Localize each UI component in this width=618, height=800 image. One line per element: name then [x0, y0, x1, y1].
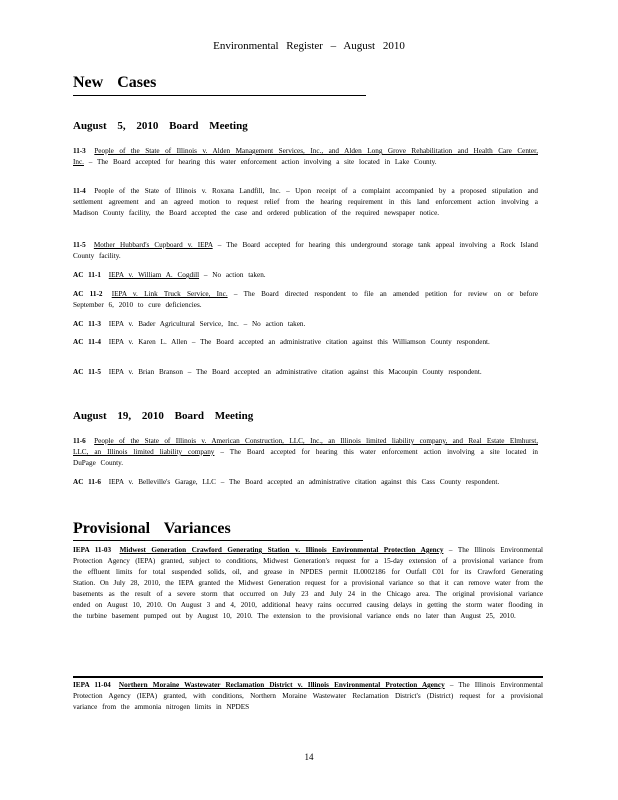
case-caption: IEPA v. Link Truck Service, Inc.: [111, 290, 228, 298]
case-caption: People of the State of Illinois v. Alden Management Services, Inc., and Alden Long Grove Rehabilitation and Health Care Center, Inc.: [73, 147, 538, 166]
case-number: AC 11-2: [73, 290, 103, 298]
page-number: 14: [304, 752, 314, 762]
variance-title: Midwest Generation Crawford Generating Station v. Illinois Environmental Protection Agency: [119, 546, 444, 554]
case-summary: – The Board accepted for hearing this water enforcement action involving a site located in DuPage County.: [73, 448, 539, 467]
case-entry-ac-11-1: [73, 270, 538, 281]
case-summary: IEPA v. Belleville's Garage, LLC – The Board accepted an administrative citation against this Cass County respondent.: [108, 478, 500, 486]
provisional-variances-heading: Provisional Variances: [73, 520, 231, 537]
case-summary: – The Board directed respondent to file an amended petition for review on or before September 6, 2010 to cure deficiencies.: [73, 290, 538, 309]
case-number: 11-4: [73, 187, 86, 195]
case-entry-11-3: [73, 146, 538, 168]
variance-entry-iepa-11-03: [73, 545, 543, 622]
case-number: 11-3: [73, 147, 86, 155]
case-number: AC 11-6: [73, 478, 101, 486]
case-number: AC 11-4: [73, 338, 101, 346]
case-entry-ac-11-3: [73, 319, 538, 330]
case-summary: IEPA v. Brian Branson – The Board accepted an administrative citation against this Macoupin County respondent.: [108, 368, 482, 376]
case-entry-ac-11-2: [73, 289, 538, 311]
case-caption: People of the State of Illinois v. American Construction, LLC, Inc., an Illinois limited liability company, and Real Estate Elmhurst, LLC, an Illinois limited liability company: [73, 437, 538, 456]
case-entry-11-5: [73, 240, 538, 262]
variance-number: IEPA 11-04: [73, 681, 111, 689]
new-cases-heading: New Cases: [73, 74, 157, 91]
case-number: AC 11-3: [73, 320, 101, 328]
provisional-variances-rule: [73, 540, 363, 541]
variance-summary: – The Illinois Environmental Protection Agency (IEPA) granted, subject to conditions, Midwest Generation's request for a 15-day extension of a provisional variance from the effluent limits for total suspended solids, oil, and grease in NPDES permit IL0002186 for Outfall C01 for its Crawford Generating Station. On July 28, 2010, the IEPA granted the Midwest Generation request for a provisional variance so that it can remove water from the basements as the result of a severe storm that occurred on July 23 and July 24 in the Chicago area. The original provisional variance ended on August 10, 2010. On August 3 and 4, 2010, additional heavy rains occurred causing delays in getting the storm water flooding in the turbine basement pumped out by August 10, 2010. The extension to the provisional variance ends no later than August 25, 2010.: [73, 546, 544, 620]
case-entry-ac-11-4: [73, 337, 538, 348]
case-summary: IEPA v. Bader Agricultural Service, Inc. – No action taken.: [108, 320, 306, 328]
meeting-heading-aug-5: August 5, 2010 Board Meeting: [73, 120, 248, 132]
running-head: Environmental Register – August 2010: [213, 40, 405, 52]
case-summary: – No action taken.: [203, 271, 266, 279]
case-caption: IEPA v. William A. Cogdill: [108, 271, 200, 279]
case-number: AC 11-5: [73, 368, 101, 376]
new-cases-rule: [73, 95, 366, 96]
case-summary: – The Board accepted for hearing this underground storage tank appeal involving a Rock Island County facility.: [73, 241, 539, 260]
case-entry-11-6: [73, 436, 538, 469]
case-number: 11-6: [73, 437, 86, 445]
case-entry-ac-11-6: [73, 477, 538, 488]
case-summary: People of the State of Illinois v. Roxana Landfill, Inc. – Upon receipt of a complaint accompanied by a proposed stipulation and settlement agreement and an agreed motion to request relief from the hearing requirement in this land enforcement action involving a Madison County facility, the Board accepted the case and ordered publication of the required newspaper notice.: [73, 187, 539, 217]
case-number: 11-5: [73, 241, 86, 249]
variance-summary: – The Illinois Environmental Protection Agency (IEPA) granted, with conditions, Northern Moraine Wastewater Reclamation District's (District) request for a provisional variance from the ammonia nitrogen limits in NPDES: [73, 681, 543, 711]
variance-title: Northern Moraine Wastewater Reclamation District v. Illinois Environmental Protection Agency: [118, 681, 445, 689]
meeting-heading-aug-19: August 19, 2010 Board Meeting: [73, 410, 254, 422]
case-caption: Mother Hubbard's Cupboard v. IEPA: [93, 241, 213, 249]
case-entry-ac-11-5: [73, 367, 538, 378]
variance-number: IEPA 11-03: [73, 546, 112, 554]
variance-divider: [73, 676, 543, 678]
case-entry-11-4: [73, 186, 538, 219]
case-summary: – The Board accepted for hearing this water enforcement action involving a site located in Lake County.: [88, 158, 437, 166]
case-summary: IEPA v. Karen L. Allen – The Board accepted an administrative citation against this Williamson County respondent.: [108, 338, 490, 346]
case-number: AC 11-1: [73, 271, 101, 279]
variance-entry-iepa-11-04: [73, 680, 543, 713]
